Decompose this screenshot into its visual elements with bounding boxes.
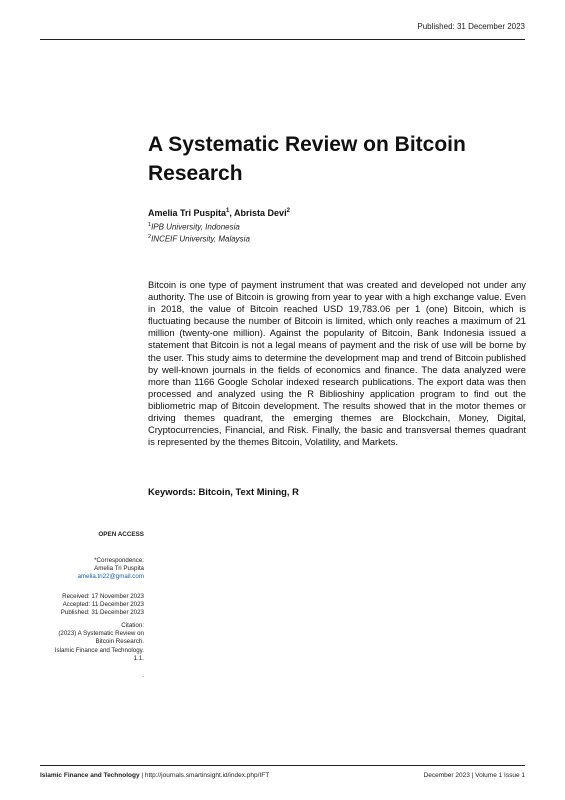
author-name: Amelia Tri Puspita [148,208,227,218]
footer-rule [40,765,525,766]
citation-line: Bitcoin Research. [95,638,144,646]
abstract: Bitcoin is one type of payment instrument that was created and developed not under any authority. The use of Bitcoin is growing from year to year with a high exchange value. Even in 2018, the value of Bitcoin reached USD 19,783.06 per 1 (one) Bitcoin, which is fluctuating because the number of Bitcoin is limited, which only reaches a maximum of 21 million (twenty-one million). Against the popularity of Bitcoin, Bank Indonesia issued a statement that Bitcoin is not a legal means of payment and the risk of use will be borne by the user. This study aims to determine the development map and trend of Bitcoin published by well-known journals in the fields of economics and finance. The data analyzed were more than 1166 Google Scholar indexed research publications. The export data was then processed and analyzed using the R Biblioshiny application program to find out the bibliometric map of Bitcoin development. The results showed that in the motor themes or driving themes quadrant, the emerging themes are Blockchain, Money, Digital, Cryptocurrencies, Financial, and Risk. Finally, the basic and transversal themes quadrant is represented by the themes Bitcoin, Volatility, and Markets. [148,279,526,448]
published-date: Published: 31 December 2023 [60,609,144,617]
footer-issue: December 2023 | Volume 1 Issue 1 [423,772,525,779]
author-name: Abrista Devi [234,208,287,218]
sidebar-dot: . [142,672,144,679]
correspondence-name: Amelia Tri Puspita [94,565,144,573]
author-list [148,208,290,218]
author-affiliation-marker: 1 [226,208,230,214]
correspondence-email-link[interactable]: amelia.tri22@gmail.com [77,573,144,581]
author-separator: , [229,208,235,218]
affiliation-text: INCEIF University, Malaysia [151,234,250,244]
citation-line: Islamic Finance and Technology. [54,646,144,654]
footer-journal-name: Islamic Finance and Technology [40,772,140,779]
footer-separator: | [139,772,145,779]
affiliation-text: IPB University, Indonesia [151,222,240,232]
affiliation-marker: 2 [148,234,152,240]
correspondence-block [78,557,144,582]
header-rule [40,39,525,40]
dates-block [61,593,144,618]
correspondence-label: *Correspondence: [94,557,144,564]
keywords: Keywords: Bitcoin, Text Mining, R [148,486,299,497]
citation-line: (2023) A Systematic Review on [58,630,144,638]
header-published-date: Published: 31 December 2023 [417,22,525,31]
open-access-label: OPEN ACCESS [98,531,144,538]
footer-journal-url[interactable]: http://journals.smartinsight.id/index.php/IFT [144,772,270,779]
affiliation-marker: 1 [148,222,152,228]
author-affiliation-marker: 2 [286,208,290,214]
citation-block [55,622,144,663]
citation-label: Citation: [121,622,144,629]
affiliation [148,222,240,232]
received-date: Received: 17 November 2023 [62,593,144,600]
footer-journal-info [40,772,269,779]
citation-line: 1.1. [133,654,144,662]
paper-title: A Systematic Review on Bitcoin Research [148,133,466,185]
affiliation [148,234,250,244]
accepted-date: Accepted: 11 December 2023 [62,601,144,609]
